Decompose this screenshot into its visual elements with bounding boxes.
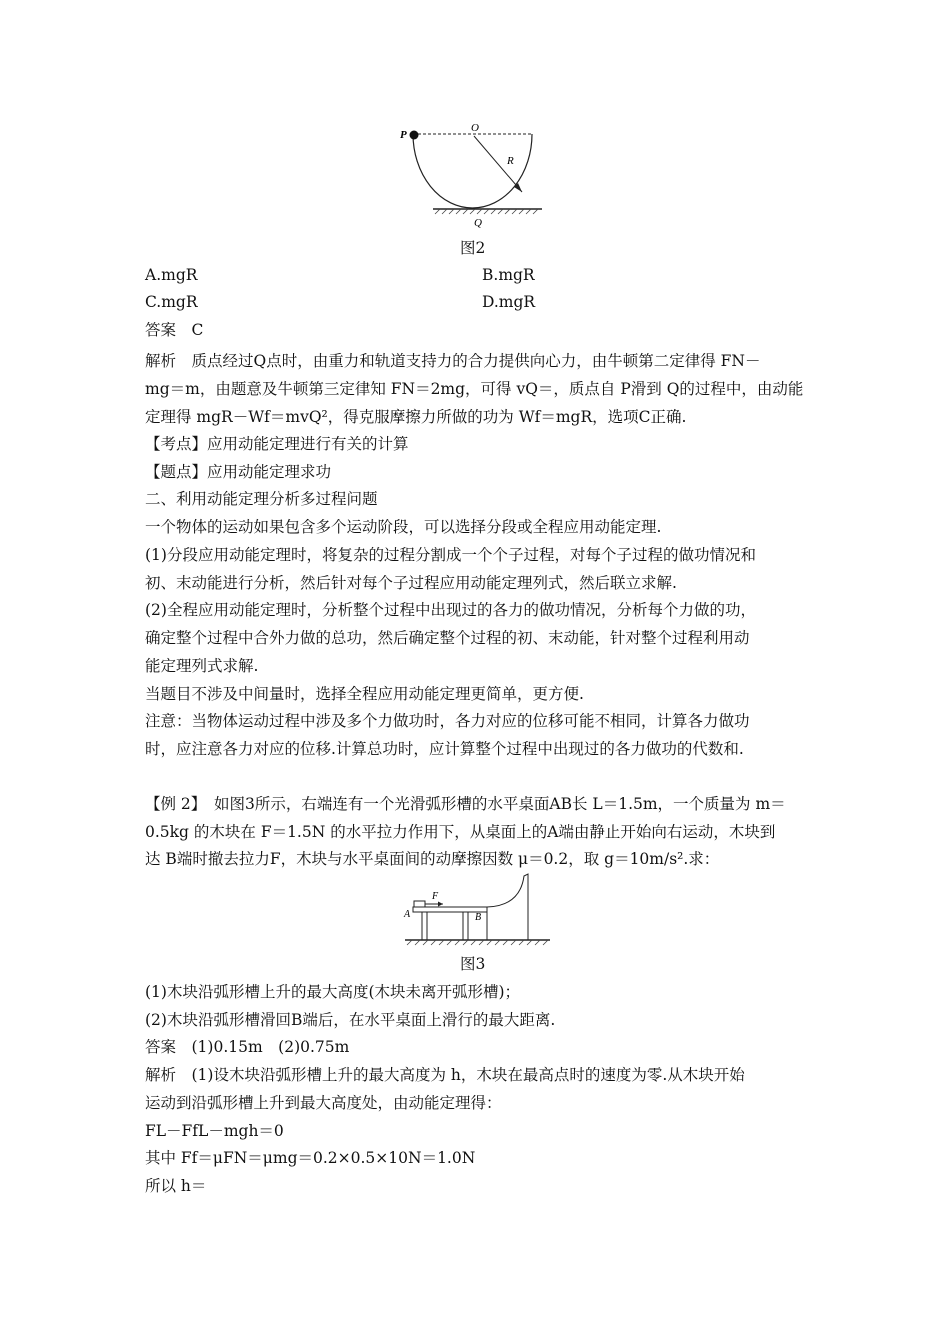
q1-tidian: 【题点】应用动能定理求功 [145, 463, 332, 481]
option-a: A.mgR [145, 266, 198, 284]
q1-kaodian: 【考点】应用动能定理进行有关的计算 [145, 435, 409, 453]
example2-question1: (1)木块沿弧形槽上升的最大高度(木块未离开弧形槽)； [145, 983, 521, 1001]
q1-analysis-line2: mg＝m，由题意及牛顿第三定律知 FN＝2mg，可得 vQ＝，质点自 P滑到 Q的过程中，由动能 [145, 380, 804, 398]
example2-question2: (2)木块沿弧形槽滑回B端后，在水平桌面上滑行的最大距离. [145, 1011, 556, 1029]
figure-3 [395, 870, 560, 950]
section2-heading: 二、利用动能定理分析多过程问题 [145, 490, 378, 508]
q1-answer: 答案 C [145, 321, 204, 339]
fig2-radius-arrow [474, 136, 522, 192]
example2-analysis-line1: 解析 (1)设木块沿弧形槽上升的最大高度为 h，木块在最高点时的速度为零.从木块开始 [145, 1066, 745, 1084]
option-b: B.mgR [482, 266, 535, 284]
section2-p1: 一个物体的运动如果包含多个运动阶段，可以选择分段或全程应用动能定理. [145, 518, 662, 536]
fig2-caption: 图2 [460, 239, 486, 257]
fig2-label-Q: Q [474, 217, 482, 229]
section2-p3-line1: (2)全程应用动能定理时，分析整个过程中出现过的各力的做功情况，分析每个力做的功， [145, 601, 756, 619]
q1-analysis-line3: 定理得 mgR－Wf＝mvQ²，得克服摩擦力所做的功为 Wf＝mgR，选项C正确. [145, 408, 687, 426]
example2-equation1: FL－FfL－mgh＝0 [145, 1122, 284, 1140]
section2-p3-line2: 确定整个过程中合外力做的总功，然后确定整个过程的初、末动能，针对整个过程利用动 [145, 629, 750, 647]
example2-equation2: 其中 Ff＝μFN＝μmg＝0.2×0.5×10N＝1.0N [145, 1149, 476, 1167]
section2-p5-line2: 时，应注意各力对应的位移.计算总功时，应计算整个过程中出现过的各力做功的代数和. [145, 740, 744, 758]
section2-p2-line1: (1)分段应用动能定理时，将复杂的过程分割成一个个子过程，对每个子过程的做功情况和 [145, 546, 756, 564]
fig2-label-R: R [507, 155, 514, 167]
q1-analysis-line1: 解析 质点经过Q点时，由重力和轨道支持力的合力提供向心力，由牛顿第二定律得 FN－ [145, 352, 761, 370]
section2-p4: 当题目不涉及中间量时，选择全程应用动能定理更简单，更方便. [145, 685, 584, 703]
example2-line1: 【例 2】 如图3所示，右端连有一个光滑弧形槽的水平桌面AB长 L＝1.5m，一个质量为 m＝ [145, 795, 786, 813]
fig3-caption: 图3 [460, 955, 486, 973]
fig2-label-P: P [400, 129, 407, 141]
fig2-semicircle-track [413, 134, 532, 208]
example2-line3: 达 B端时撤去拉力F，木块与水平桌面间的动摩擦因数 μ＝0.2，取 g＝10m/s².求： [145, 850, 720, 868]
fig3-arc-slot [487, 874, 528, 940]
fig2-particle [410, 131, 419, 140]
example2-equation3: 所以 h＝ [145, 1177, 207, 1195]
figure-2 [395, 120, 555, 230]
section2-p2-line2: 初、末动能进行分析，然后针对每个子过程应用动能定理列式，然后联立求解. [145, 574, 677, 592]
fig3-label-B: B [475, 912, 482, 923]
section2-p5-line1: 注意：当物体运动过程中涉及多个力做功时，各力对应的位移可能不相同，计算各力做功 [145, 712, 750, 730]
option-c: C.mgR [145, 293, 198, 311]
fig2-label-O: O [471, 122, 479, 134]
fig3-wood-block [414, 901, 425, 907]
section2-p3-line3: 能定理列式求解. [145, 657, 259, 675]
fig3-force-arrowhead [438, 902, 443, 907]
fig3-label-A: A [404, 909, 411, 920]
option-d: D.mgR [482, 293, 536, 311]
example2-line2: 0.5kg 的木块在 F＝1.5N 的水平拉力作用下，从桌面上的A端由静止开始向右运动，木块到 [145, 823, 776, 841]
fig3-label-F: F [432, 891, 439, 902]
example2-analysis-line2: 运动到沿弧形槽上升到最大高度处，由动能定理得： [145, 1094, 502, 1112]
example2-answer: 答案 (1)0.15m (2)0.75m [145, 1038, 350, 1056]
